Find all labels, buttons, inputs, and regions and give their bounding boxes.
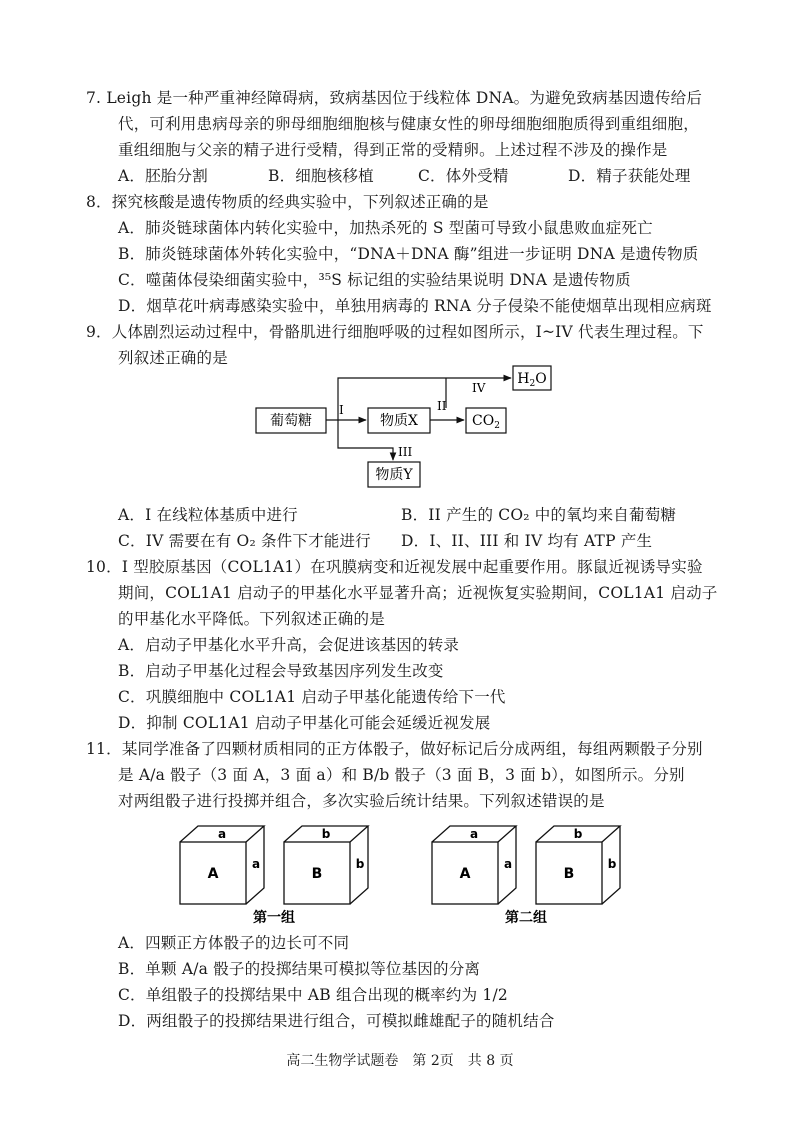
substance-y-label: 物质Y	[375, 467, 413, 483]
die2-front-B: B	[311, 866, 323, 882]
label-ii: II	[437, 399, 447, 413]
q8-option-c: C．噬菌体侵染细菌实验中，³⁵S 标记组的实验结果说明 DNA 是遗传物质	[118, 271, 631, 289]
q11-option-d: D．两组骰子的投掷结果进行组合，可模拟雌雄配子的随机结合	[118, 1012, 555, 1030]
label-iii: III	[398, 445, 413, 459]
q10-stem-line-2: 期间，COL1A1 启动子的甲基化水平显著升高；近视恢复实验期间，COL1A1 启动子	[118, 584, 718, 602]
die1-top-a: a	[217, 827, 227, 841]
group1-label: 第一组	[253, 910, 295, 926]
q11-option-a: A．四颗正方体骰子的边长可不同	[118, 934, 350, 952]
glucose-label: 葡萄糖	[270, 413, 312, 429]
die3-front-A: A	[459, 866, 471, 882]
dice-figure	[170, 818, 640, 930]
group2-label: 第二组	[505, 910, 547, 926]
die3-side-a: a	[503, 857, 513, 871]
label-i: I	[339, 403, 344, 417]
co2-label: $CO_2$	[472, 413, 500, 431]
q11-stem-line-1: 11．某同学准备了四颗材质相同的正方体骰子，做好标记后分成两组，每组两颗骰子分别	[86, 740, 703, 758]
q10-option-b: B．启动子甲基化过程会导致基因序列发生改变	[118, 662, 444, 680]
die4-side-b: b	[607, 857, 617, 871]
die2-side-b: b	[355, 857, 365, 871]
q10-option-a: A．启动子甲基化水平升高，会促进该基因的转录	[118, 636, 460, 654]
q7-option-d: D．精子获能处理	[568, 167, 691, 185]
q7-stem-line-1: 7. Leigh 是一种严重神经障碍病，致病基因位于线粒体 DNA。为避免致病基因遗传给后	[86, 89, 703, 107]
q9-option-b: B．II 产生的 CO₂ 中的氧均来自葡萄糖	[401, 506, 677, 524]
q10-option-c: C．巩膜细胞中 COL1A1 启动子甲基化能遗传给下一代	[118, 688, 506, 706]
page-footer: 高二生物学试题卷 第 2页 共 8 页	[286, 1053, 514, 1069]
q10-stem-line-3: 的甲基化水平降低。下列叙述正确的是	[118, 610, 385, 628]
substance-x-label: 物质X	[380, 413, 418, 429]
label-iv: IV	[472, 381, 486, 395]
q7-option-b: B．细胞核移植	[268, 167, 374, 185]
q9-option-a: A．I 在线粒体基质中进行	[118, 506, 298, 524]
q8-option-d: D．烟草花叶病毒感染实验中，单独用病毒的 RNA 分子侵染不能使烟草出现相应病斑	[118, 297, 712, 315]
die3-top-a: a	[469, 827, 479, 841]
q8-option-a: A．肺炎链球菌体内转化实验中，加热杀死的 S 型菌可导致小鼠患败血症死亡	[118, 219, 653, 237]
q9-option-c: C．IV 需要在有 O₂ 条件下才能进行	[118, 532, 371, 550]
die1-front-A: A	[207, 866, 219, 882]
h2o-label: $H_2O$	[517, 371, 547, 389]
die4-front-B: B	[563, 866, 575, 882]
q7-stem-line-3: 重组细胞与父亲的精子进行受精，得到正常的受精卵。上述过程不涉及的操作是	[118, 141, 668, 159]
q11-option-c: C．单组骰子的投掷结果中 AB 组合出现的概率约为 1/2	[118, 986, 508, 1004]
q9-options-row-1	[118, 504, 718, 526]
die1-side-a: a	[251, 857, 261, 871]
q9-stem-line-1: 9．人体剧烈运动过程中，骨骼肌进行细胞呼吸的过程如图所示，I~IV 代表生理过程。下	[86, 323, 704, 341]
q10-stem-line-1: 10．I 型胶原基因（COL1A1）在巩膜病变和近视发展中起重要作用。豚鼠近视诱导实验	[86, 558, 703, 576]
q7-options	[118, 165, 718, 187]
q7-option-c: C．体外受精	[418, 167, 509, 185]
q8-option-b: B．肺炎链球菌体外转化实验中，“DNA＋DNA 酶”组进一步证明 DNA 是遗传物质	[118, 245, 699, 263]
q7-option-a: A．胚胎分割	[118, 167, 208, 185]
q9-options-row-2	[118, 530, 718, 552]
q11-option-b: B．单颗 A/a 骰子的投掷结果可模拟等位基因的分离	[118, 960, 481, 978]
q9-option-d: D．I、II、III 和 IV 均有 ATP 产生	[401, 532, 653, 550]
q11-stem-line-2: 是 A/a 骰子（3 面 A，3 面 a）和 B/b 骰子（3 面 B，3 面 b），如图所示。分别	[118, 766, 685, 784]
q8-stem: 8．探究核酸是遗传物质的经典实验中，下列叙述正确的是	[86, 193, 489, 211]
die4-top-b: b	[573, 827, 583, 841]
q7-stem-line-2: 代，可利用患病母亲的卵母细胞细胞核与健康女性的卵母细胞细胞质得到重组细胞，	[118, 115, 699, 133]
die2-top-b: b	[321, 827, 331, 841]
q9-stem-line-2: 列叙述正确的是	[118, 349, 228, 367]
q10-option-d: D．抑制 COL1A1 启动子甲基化可能会延缓近视发展	[118, 714, 491, 732]
respiration-diagram	[250, 360, 570, 495]
q11-stem-line-3: 对两组骰子进行投掷并组合，多次实验后统计结果。下列叙述错误的是	[118, 792, 605, 810]
